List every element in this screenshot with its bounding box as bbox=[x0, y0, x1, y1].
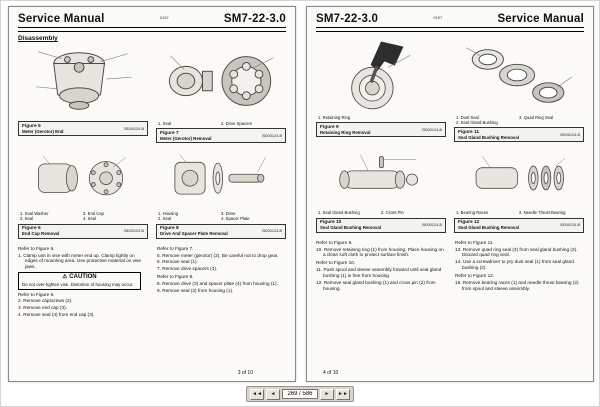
figure-5-illustration bbox=[18, 44, 148, 120]
figure-reference: Refer to Figure 7. bbox=[157, 245, 194, 251]
revision-code: 0197 bbox=[159, 15, 169, 20]
instruction-step: 7. Remove drive spacers (3). bbox=[157, 266, 218, 272]
page-title: Service Manual bbox=[497, 13, 584, 25]
figure-ref-code: BD00124-B bbox=[124, 126, 144, 131]
figure-reference: Refer to Figure 12. bbox=[455, 273, 495, 279]
instruction-step: 3. Remove end cap (3). bbox=[18, 305, 67, 311]
legend-item: 4. Seal bbox=[83, 216, 97, 222]
figure-legend bbox=[156, 210, 286, 222]
legend-item: 1. Seal bbox=[158, 121, 172, 126]
figure-label: Figure 11 bbox=[458, 129, 480, 135]
legend-item: 3. End Cap bbox=[83, 211, 104, 217]
page-number: 4 of 10 bbox=[323, 370, 339, 376]
section-title: Disassembly bbox=[18, 35, 58, 42]
instruction-step: 12. Remove seal gland bushing (1) and cross pin (2) from housing. bbox=[316, 280, 436, 291]
figure-label: Figure 5 bbox=[22, 123, 41, 129]
figure-caption bbox=[316, 218, 446, 233]
instruction-step: 4. Remove seal (4) from end cap (3). bbox=[18, 312, 95, 318]
figure-ref-code: BD00124-B bbox=[124, 229, 144, 234]
instruction-columns bbox=[316, 238, 584, 293]
figure-reference: Refer to Figure 6. bbox=[18, 245, 55, 251]
prev-page-button[interactable]: ◄ bbox=[266, 389, 280, 400]
figure-legend bbox=[18, 210, 148, 222]
figure-grid bbox=[18, 44, 286, 239]
legend-item: 1. Dust Seal bbox=[456, 115, 479, 120]
figure-10-illustration bbox=[316, 147, 446, 209]
text-column-left bbox=[316, 238, 445, 293]
figure-reference: Refer to Figure 8. bbox=[157, 274, 194, 280]
page-title: Service Manual bbox=[18, 13, 105, 25]
legend-item: 2. Drive Spacers bbox=[221, 121, 252, 126]
figure-title: Seal Gland Bushing Removal bbox=[458, 134, 519, 140]
figure-reference: Refer to Figure 10. bbox=[316, 260, 356, 266]
figure-label: Figure 9 bbox=[320, 124, 339, 130]
figure-legend bbox=[454, 114, 584, 126]
instruction-step: 11. Push spool and sleeve assembly forward until seal gland bushing (1) is free from housing. bbox=[316, 267, 442, 279]
figure-title: Retaining Ring Removal bbox=[320, 129, 371, 135]
figure-ref-code: BD00124-B bbox=[422, 127, 442, 132]
figure-label: Figure 12 bbox=[458, 220, 480, 226]
doc-number: SM7-22-3.0 bbox=[316, 13, 379, 25]
figure-caption bbox=[316, 122, 446, 137]
text-column-right bbox=[455, 238, 584, 293]
figure-caption bbox=[18, 121, 148, 136]
legend-item: 2. Needle Thrust Bearing bbox=[519, 210, 566, 216]
figure-ref-code: BD00124-B bbox=[262, 133, 282, 138]
doc-number: SM7-22-3.0 bbox=[223, 13, 286, 25]
figure-9-block bbox=[316, 38, 446, 142]
legend-item: 1. Seal Washer bbox=[20, 211, 49, 217]
figure-legend bbox=[454, 209, 584, 216]
instruction-step: 14. Use a screwdriver to pry dust seal (1) from seal gland bushing (2). bbox=[455, 259, 574, 271]
legend-item: 1. Retaining Ring bbox=[318, 115, 351, 120]
instruction-step: 10. Remove retaining ring (1) from housing. Place housing on a clean soft cloth to protect surface finish. bbox=[316, 246, 444, 258]
legend-item: 2. Seal bbox=[20, 216, 34, 222]
figure-grid bbox=[316, 38, 584, 233]
revision-code: 0197 bbox=[433, 15, 443, 20]
legend-item: 2. Seal bbox=[158, 216, 172, 222]
first-page-button[interactable]: ◄◄ bbox=[250, 389, 264, 400]
instruction-columns bbox=[18, 244, 286, 320]
figure-label: Figure 6 bbox=[22, 226, 41, 232]
figure-caption bbox=[454, 127, 584, 142]
legend-item: 1. Seal Gland Bushing bbox=[318, 210, 360, 216]
figure-caption bbox=[156, 128, 286, 143]
figure-ref-code: BD00124-B bbox=[560, 223, 580, 228]
figure-title: Meter (Gerotor) End bbox=[22, 128, 64, 134]
legend-item: 2. Cross Pin bbox=[381, 210, 404, 216]
figure-7-block bbox=[156, 44, 286, 143]
figure-8-illustration bbox=[156, 148, 286, 210]
figure-12-illustration bbox=[454, 147, 584, 209]
page-header bbox=[18, 13, 286, 25]
figure-ref-code: BD00124-B bbox=[560, 132, 580, 137]
figure-reference: Refer to Figure 9. bbox=[316, 239, 353, 245]
figure-reference: Refer to Figure 11. bbox=[455, 239, 494, 245]
figure-title: Meter (Gerotor) Removal bbox=[160, 135, 212, 141]
instruction-step: 6. Remove seal (1). bbox=[157, 259, 198, 265]
caution-text: Do not over-tighten vise. Distortion of housing may occur. bbox=[22, 281, 134, 287]
instruction-step: 15. Remove bearing races (1) and needle thrust bearing (2) from spool and sleeve assembly. bbox=[455, 280, 579, 291]
manual-page-left bbox=[8, 6, 296, 382]
figure-caption bbox=[18, 224, 148, 239]
figure-8-block bbox=[156, 148, 286, 238]
instruction-step: 8. Remove drive (3) and spacer plate (4) from housing (1). bbox=[157, 281, 278, 287]
legend-item: 3. Quad Ring Seal bbox=[519, 115, 554, 120]
figure-label: Figure 7 bbox=[160, 130, 179, 136]
instruction-step: 1. Clamp unit in vise with meter end up. Clamp lightly on edges of mounting area. Use protective material on vise jaws. bbox=[18, 252, 141, 270]
legend-item: 2. Seal Gland Bushing bbox=[456, 120, 498, 126]
figure-legend bbox=[316, 114, 446, 121]
figure-legend bbox=[316, 209, 446, 216]
figure-11-block bbox=[454, 38, 584, 142]
figure-6-illustration bbox=[18, 148, 148, 210]
instruction-step: 9. Remove seal (2) from housing (1). bbox=[157, 288, 234, 294]
figure-ref-code: BD00124-B bbox=[422, 223, 442, 228]
last-page-button[interactable]: ►► bbox=[336, 389, 350, 400]
figure-label: Figure 8 bbox=[160, 226, 179, 232]
instruction-step: 5. Remove meter (gerotor) (2). Be careful not to drop gear. bbox=[157, 252, 279, 258]
legend-item: 1. Housing bbox=[158, 211, 179, 217]
figure-legend bbox=[156, 120, 286, 127]
page-navigation-toolbar bbox=[246, 386, 354, 402]
header-rule bbox=[316, 27, 584, 32]
figure-5-block bbox=[18, 44, 148, 143]
manual-page-right bbox=[306, 6, 594, 382]
figure-7-illustration bbox=[156, 44, 286, 120]
figure-6-block bbox=[18, 148, 148, 238]
figure-12-block bbox=[454, 147, 584, 232]
text-column-left bbox=[18, 244, 147, 320]
instruction-step: 13. Remove quad ring seal (3) from seal gland bushing (2). Discard quad ring seal. bbox=[455, 246, 578, 258]
page-header bbox=[316, 13, 584, 25]
caution-box bbox=[18, 272, 141, 289]
legend-item: 4. Spacer Plate bbox=[221, 216, 250, 222]
header-rule bbox=[18, 27, 286, 32]
figure-10-block bbox=[316, 147, 446, 232]
text-column-right bbox=[157, 244, 286, 320]
figure-title: End Cap Removal bbox=[22, 231, 60, 237]
figure-label: Figure 10 bbox=[320, 220, 342, 226]
instruction-step: 2. Remove capscrews (2). bbox=[18, 298, 73, 304]
figure-11-illustration bbox=[454, 38, 584, 114]
figure-caption bbox=[454, 218, 584, 233]
legend-item: 3. Drive bbox=[221, 211, 236, 217]
next-page-button[interactable]: ► bbox=[320, 389, 334, 400]
legend-item: 1. Bearing Races bbox=[456, 210, 489, 216]
figure-ref-code: BD00124-B bbox=[262, 229, 282, 234]
figure-9-illustration bbox=[316, 38, 446, 114]
page-number: 3 of 10 bbox=[237, 370, 253, 376]
figure-title: Seal Gland Bushing Removal bbox=[320, 225, 381, 231]
caution-title: CAUTION bbox=[69, 273, 97, 280]
page-number-field[interactable] bbox=[282, 389, 318, 399]
warning-icon: ⚠ bbox=[62, 273, 68, 280]
caution-header bbox=[22, 275, 137, 281]
figure-title: Seal Gland Bushing Removal bbox=[458, 225, 519, 231]
figure-caption bbox=[156, 224, 286, 239]
figure-title: Drive And Spacer Plate Removal bbox=[160, 231, 228, 237]
figure-reference: Refer to Figure 6. bbox=[18, 291, 55, 297]
